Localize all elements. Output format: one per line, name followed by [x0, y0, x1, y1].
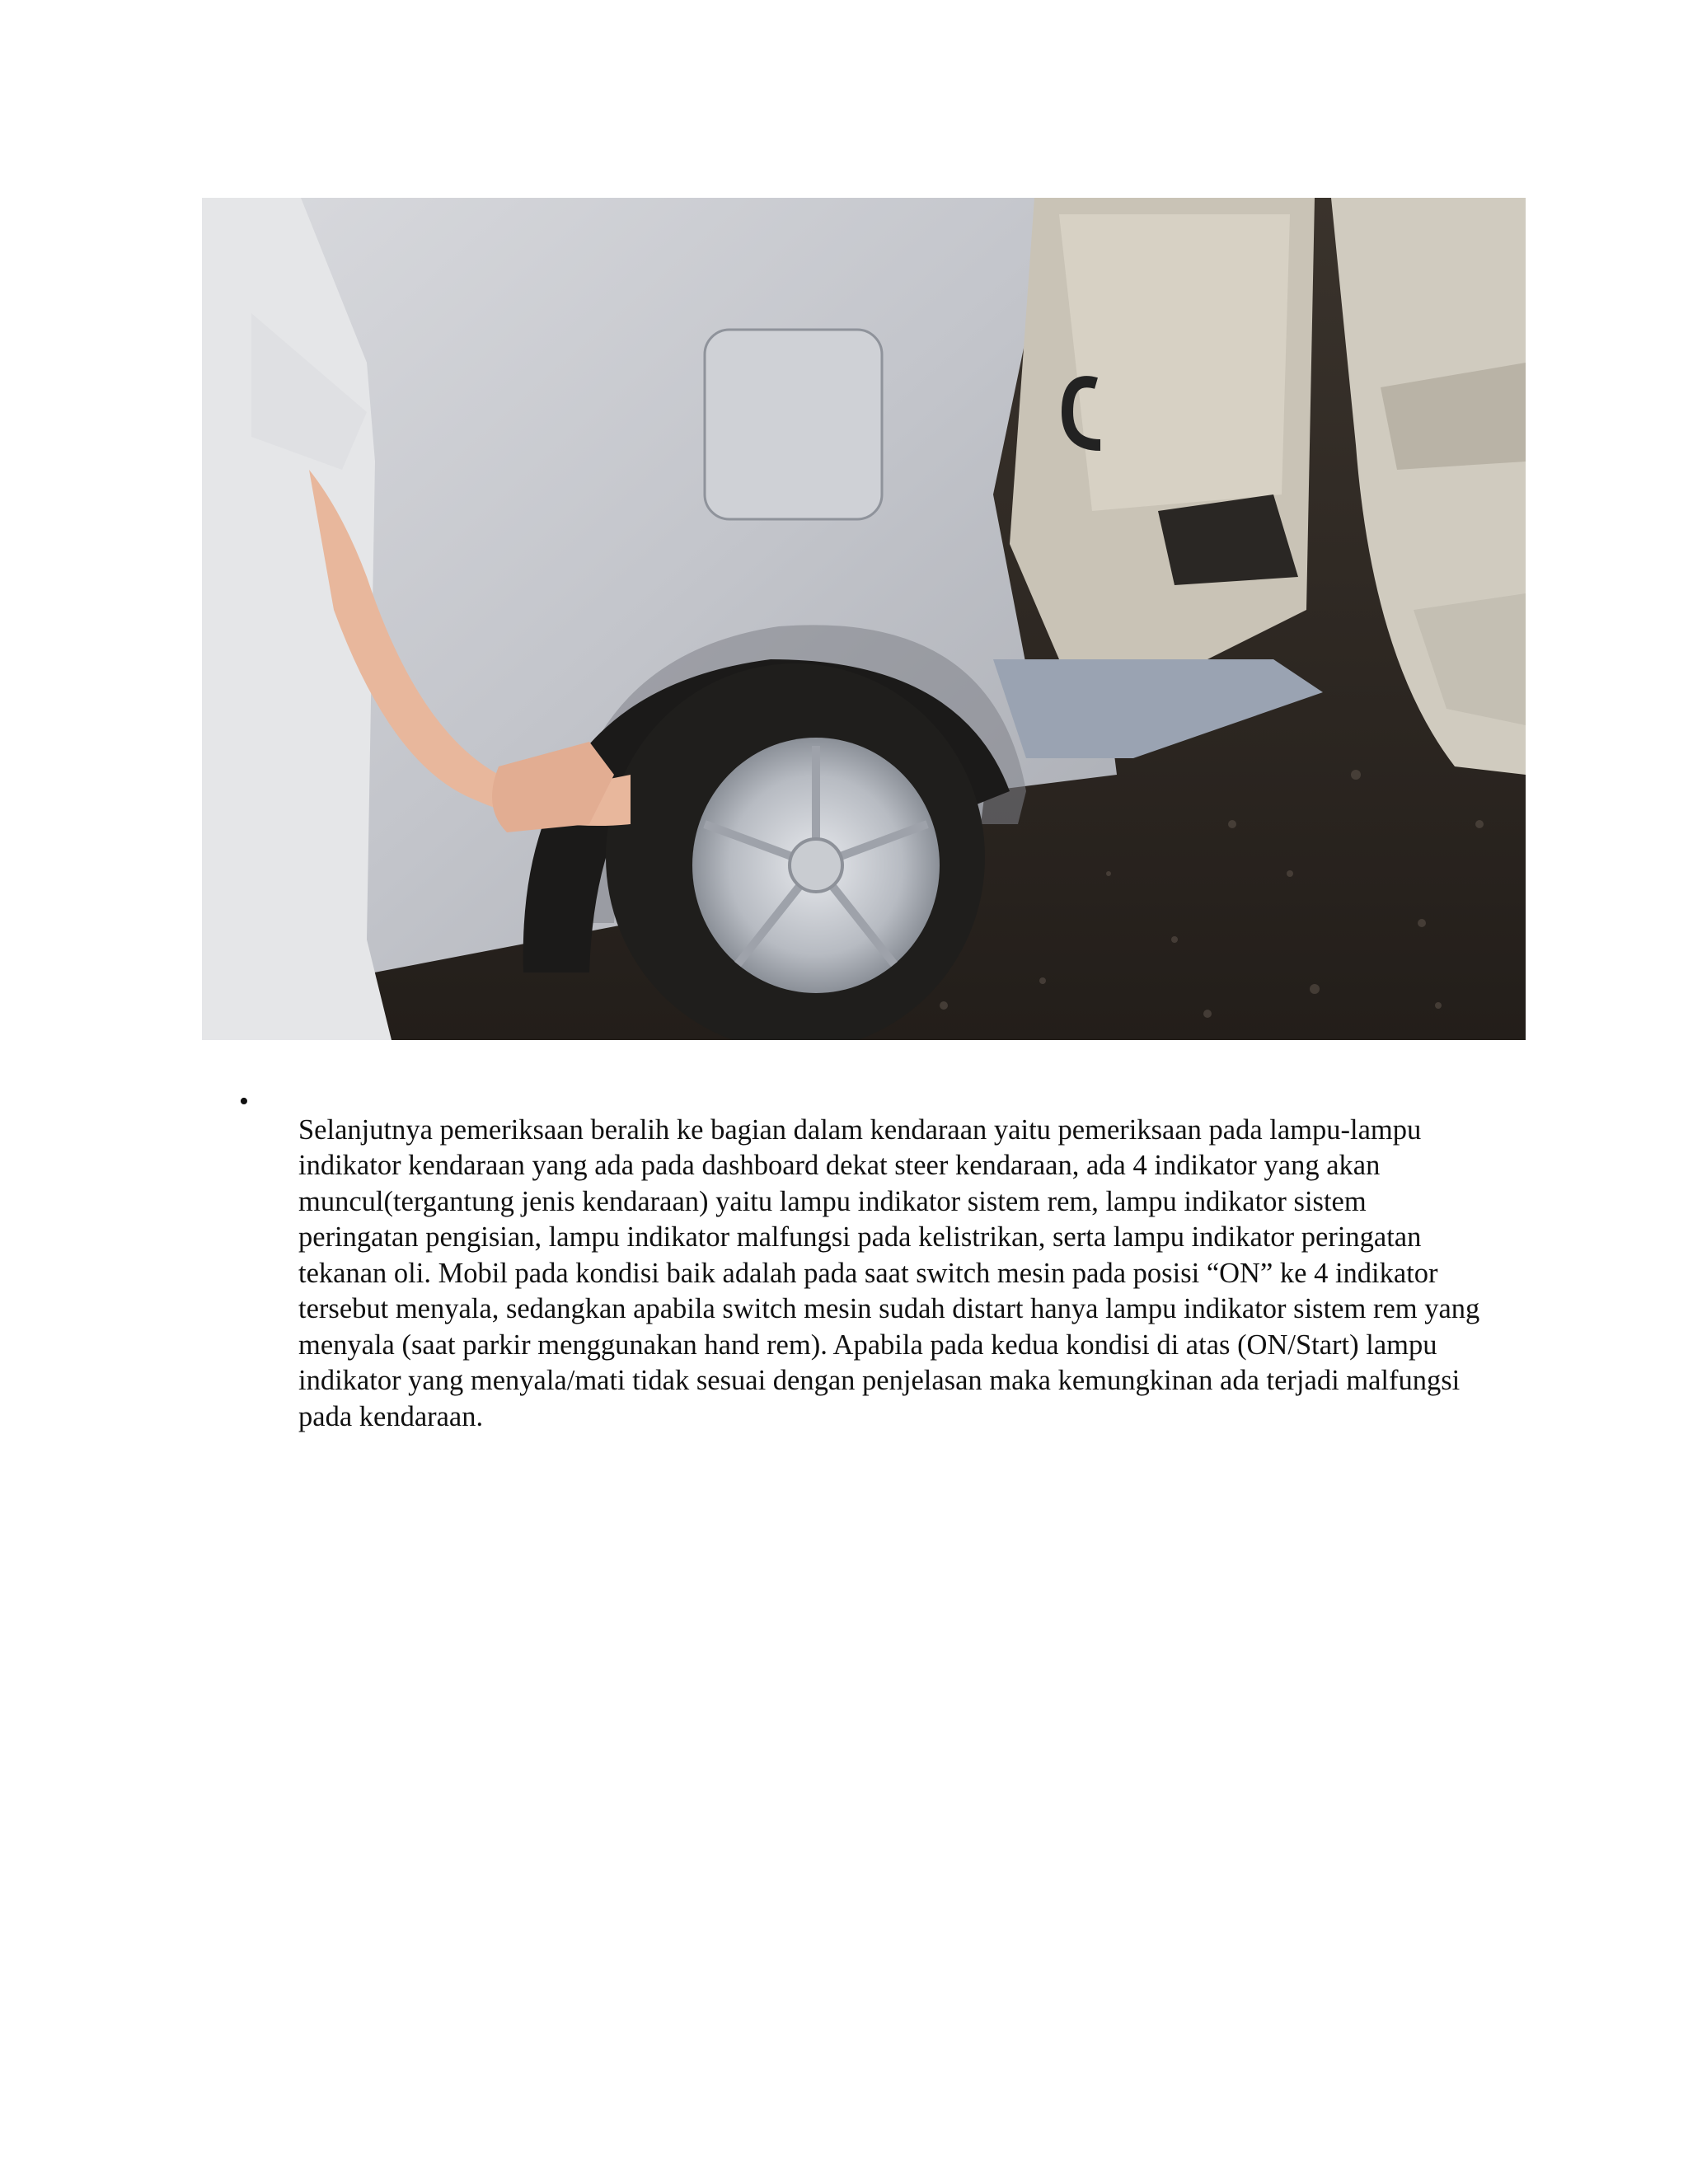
bullet-list	[239, 1084, 1492, 1464]
car-wheel-photo	[202, 198, 1526, 1040]
list-item-paragraph: Selanjutnya pemeriksaan beralih ke bagian dalam kendaraan yaitu pemeriksaan pada lampu-lampu indikator kendaraan yang ada pada dashboard dekat steer kendaraan, ada 4 indikator yang akan muncul(tergantung jenis kendaraan) yaitu lampu indikator sistem rem, lampu indikator sistem peringatan pengisian, lampu indikator malfungsi pada kelistrikan, serta lampu indikator peringatan tekanan oli. Mobil pada kondisi baik adalah pada saat switch mesin pada posisi “ON” ke 4 indikator tersebut menyala, sedangkan apabila switch mesin sudah distart hanya lampu indikator sistem rem yang menyala (saat parkir menggunakan hand rem). Apabila pada kedua kondisi di atas (ON/Start) lampu indikator yang menyala/mati tidak sesuai dengan penjelasan maka kemungkinan ada terjadi malfungsi pada kendaraan.	[298, 1113, 1480, 1432]
bullet-marker: •	[239, 1086, 249, 1117]
